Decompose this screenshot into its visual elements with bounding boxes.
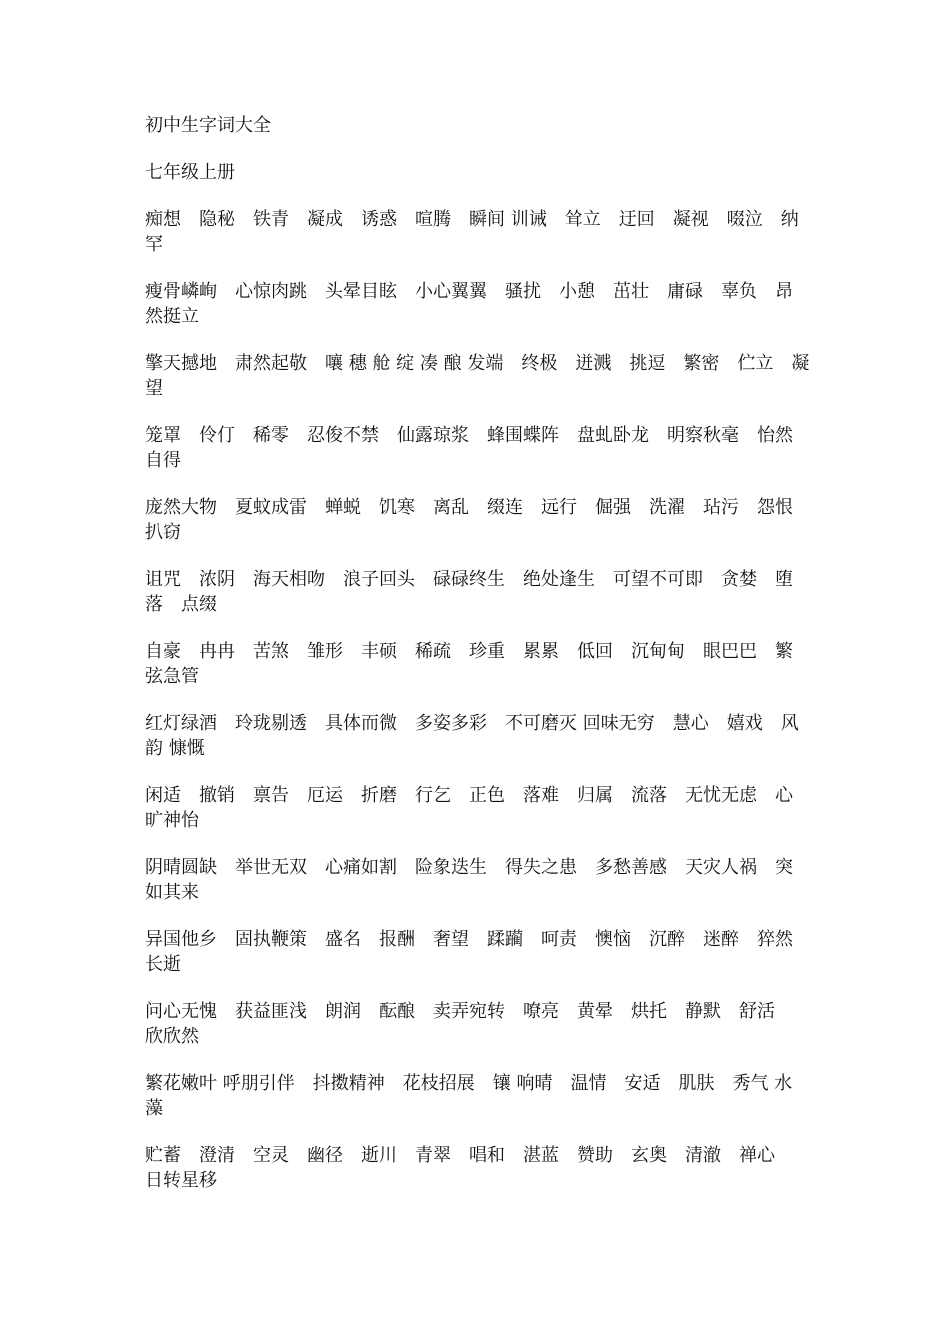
word-list-paragraph: 繁花嫩叶 呼朋引伴 抖擞精神 花枝招展 镶 响晴 温情 安适 肌肤 秀气 水藻 [145,1073,793,1119]
word-list-paragraph: 瘦骨嶙峋 心惊肉跳 头晕目眩 小心翼翼 骚扰 小憩 茁壮 庸碌 辜负 昂然挺立 [145,281,793,327]
word-list-paragraph: 痴想 隐秘 铁青 凝成 诱惑 喧腾 瞬间 训诫 耸立 迂回 凝视 啜泣 纳罕 [145,209,799,255]
word-list-paragraph: 阴晴圆缺 举世无双 心痛如割 险象迭生 得失之患 多愁善感 天灾人祸 突如其来 [145,857,793,903]
word-list-paragraph: 擎天撼地 肃然起敬 嚷 穗 舱 绽 凑 酿 发端 终极 迸溅 挑逗 繁密 伫立 凝望 [145,353,810,399]
word-list-paragraph: 问心无愧 获益匪浅 朗润 酝酿 卖弄宛转 嘹亮 黄晕 烘托 静默 舒活 欣欣然 [145,1001,793,1047]
word-list-paragraph: 笼罩 伶仃 稀零 忍俊不禁 仙露琼浆 蜂围蝶阵 盘虬卧龙 明察秋毫 怡然自得 [145,425,793,471]
word-list-paragraph: 贮蓄 澄清 空灵 幽径 逝川 青翠 唱和 湛蓝 赞助 玄奥 清澈 禅心 日转星移 [145,1145,793,1191]
word-list-paragraph: 闲适 撤销 禀告 厄运 折磨 行乞 正色 落难 归属 流落 无忧无虑 心旷神怡 [145,785,793,831]
word-list-paragraph: 红灯绿酒 玲珑剔透 具体而微 多姿多彩 不可磨灭 回味无穷 慧心 嬉戏 风韵 慷慨 [145,713,799,759]
word-list-paragraph: 自豪 冉冉 苦煞 雏形 丰硕 稀疏 珍重 累累 低回 沉甸甸 眼巴巴 繁弦急管 [145,641,793,687]
grade-heading: 七年级上册 [145,162,235,183]
word-list-paragraph: 诅咒 浓阴 海天相吻 浪子回头 碌碌终生 绝处逢生 可望不可即 贪婪 堕落 点缀 [145,569,793,615]
word-list-paragraph: 异国他乡 固执鞭策 盛名 报酬 奢望 蹂躏 呵责 懊恼 沉醉 迷醉 猝然长逝 [145,929,793,975]
document-page [145,113,810,1215]
word-list-paragraph: 庞然大物 夏蚊成雷 蝉蜕 饥寒 离乱 缀连 远行 倔强 洗濯 玷污 怨恨 扒窃 [145,497,811,543]
document-title: 初中生字词大全 [145,115,271,136]
